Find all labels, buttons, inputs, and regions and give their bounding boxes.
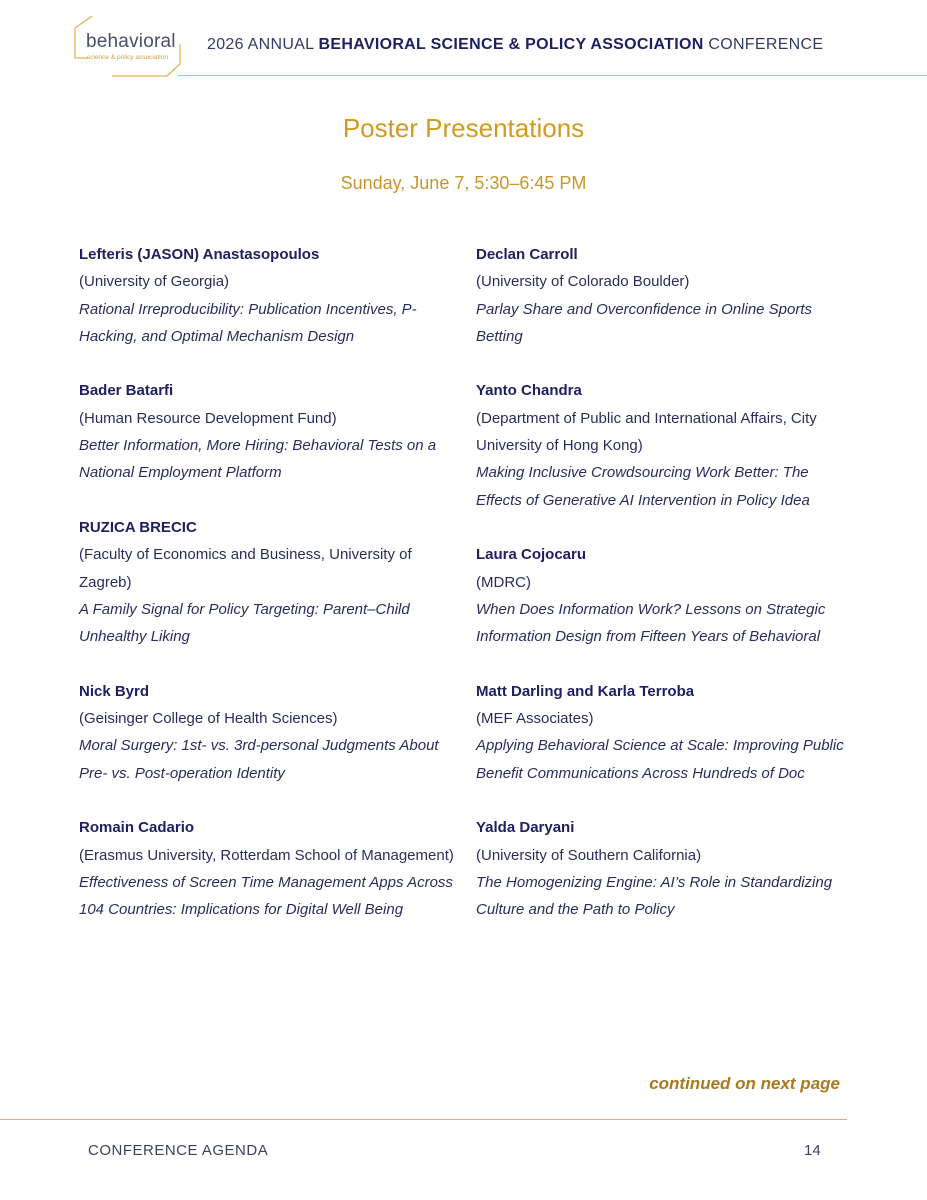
poster-title: Making Inclusive Crowdsourcing Work Better: The Effects of Generative AI Intervention in Policy Idea: [476, 464, 810, 509]
presenter-name: Matt Darling and Karla Terroba: [476, 682, 695, 700]
page-subtitle: Sunday, June 7, 5:30–6:45 PM: [340, 173, 587, 193]
presenter-affiliation: (Department of Public and International Affairs, City University of Hong Kong): [476, 409, 817, 455]
page-number: 14: [804, 1142, 821, 1159]
logo: [72, 14, 187, 78]
presenter-name: Declan Carroll: [476, 246, 578, 263]
header-divider: [178, 75, 927, 76]
logo-subtext: science & policy association: [87, 54, 168, 61]
presenter-name: Yanto Chandra: [476, 382, 582, 400]
poster-entry: [476, 541, 856, 650]
poster-title: Moral Surgery: 1st- vs. 3rd-personal Judgments About Pre- vs. Post-operation Identity: [79, 737, 439, 782]
presenter-name: Bader Batarfi: [79, 382, 174, 400]
continued-note: continued on next page: [649, 1074, 840, 1093]
poster-entry: [476, 678, 856, 787]
footer-label: CONFERENCE AGENDA: [88, 1142, 269, 1159]
poster-title: Parlay Share and Overconfidence in Online Sports Betting: [476, 300, 813, 345]
presenter-affiliation: (University of Georgia): [79, 273, 230, 291]
presenter-name: RUZICA BRECIC: [79, 518, 197, 536]
presenter-affiliation: (MEF Associates): [476, 710, 594, 728]
poster-entry: [476, 377, 856, 513]
presenter-affiliation: (Erasmus University, Rotterdam School of Management): [79, 846, 454, 864]
poster-entry: [476, 814, 856, 923]
presenter-affiliation: (Human Resource Development Fund): [79, 409, 337, 427]
presenter-affiliation: (University of Southern California): [476, 846, 702, 864]
left-column: [79, 241, 459, 951]
presenter-name: Yalda Daryani: [476, 819, 575, 837]
poster-entry: [79, 814, 459, 923]
right-column: [476, 241, 856, 951]
poster-title: When Does Information Work? Lessons on Strategic Information Design from Fifteen Years of Behavioral: [476, 600, 826, 646]
poster-title: The Homogenizing Engine: AI’s Role in Standardizing Culture and the Path to Policy: [476, 873, 833, 919]
presenter-affiliation: (University of Colorado Boulder): [476, 273, 690, 291]
poster-entry: [476, 241, 856, 350]
presenter-name: Romain Cadario: [79, 819, 195, 837]
poster-title: A Family Signal for Policy Targeting: Parent–Child Unhealthy Liking: [79, 600, 410, 646]
presenter-affiliation: (Faculty of Economics and Business, University of Zagreb): [79, 546, 412, 591]
presenter-affiliation: (Geisinger College of Health Sciences): [79, 710, 338, 728]
poster-title: Applying Behavioral Science at Scale: Improving Public Benefit Communications Across Hundreds of Doc: [476, 737, 844, 782]
presenter-name: Nick Byrd: [79, 682, 150, 700]
poster-title: Rational Irreproducibility: Publication Incentives, P-Hacking, and Optimal Mechanism Design: [79, 300, 417, 345]
presenter-name: Lefteris (JASON) Anastasopoulos: [79, 246, 320, 263]
poster-title: Effectiveness of Screen Time Management Apps Across 104 Countries: Implications for Digital Well Being: [79, 873, 453, 919]
presenter-name: Laura Cojocaru: [476, 546, 587, 564]
logo-text: behavioral: [86, 31, 176, 52]
poster-entry: [79, 377, 459, 486]
poster-entry: [79, 678, 459, 787]
header-title: 2026 ANNUAL BEHAVIORAL SCIENCE & POLICY ASSOCIATION CONFERENCE: [207, 36, 824, 53]
footer-divider: [0, 1119, 847, 1120]
poster-title: Better Information, More Hiring: Behavioral Tests on a National Employment Platform: [79, 437, 437, 482]
poster-entry: [79, 514, 459, 650]
page-title: Poster Presentations: [342, 113, 585, 143]
presenter-affiliation: (MDRC): [476, 573, 531, 591]
poster-entry: [79, 241, 459, 350]
